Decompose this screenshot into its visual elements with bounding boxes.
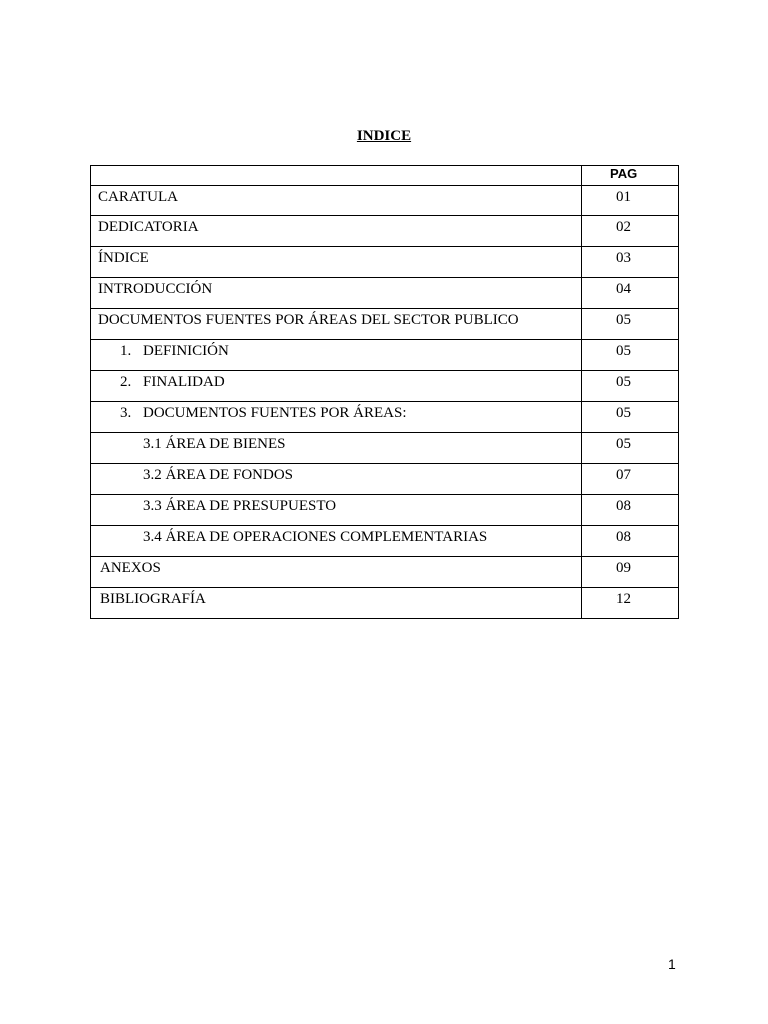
toc-row bbox=[91, 278, 679, 309]
toc-entry-number: 2. bbox=[120, 374, 132, 390]
toc-row bbox=[91, 526, 679, 557]
toc-row bbox=[91, 402, 679, 433]
toc-entry-page: 09 bbox=[582, 557, 679, 588]
toc-entry-page: 05 bbox=[582, 402, 679, 433]
toc-entry-label: DEDICATORIA bbox=[91, 216, 582, 247]
toc-entry-label: INTRODUCCIÓN bbox=[91, 278, 582, 309]
toc-entry-page: 01 bbox=[582, 186, 679, 216]
toc-row bbox=[91, 495, 679, 526]
toc-row bbox=[91, 433, 679, 464]
toc-entry-text: DOCUMENTOS FUENTES POR ÁREAS: bbox=[143, 405, 407, 421]
table-of-contents bbox=[90, 165, 679, 619]
toc-entry-page: 05 bbox=[582, 309, 679, 340]
toc-entry-label: 3.2 ÁREA DE FONDOS bbox=[91, 464, 582, 495]
toc-entry-page: 04 bbox=[582, 278, 679, 309]
toc-entry-label bbox=[91, 402, 582, 433]
toc-entry-number: 3. bbox=[120, 405, 132, 421]
toc-row bbox=[91, 216, 679, 247]
toc-entry-label: 3.1 ÁREA DE BIENES bbox=[91, 433, 582, 464]
toc-entry-label bbox=[91, 371, 582, 402]
toc-entry-page: 07 bbox=[582, 464, 679, 495]
page-number: 1 bbox=[668, 956, 676, 972]
toc-entry-label bbox=[91, 340, 582, 371]
toc-entry-page: 05 bbox=[582, 340, 679, 371]
toc-entry-label: ÍNDICE bbox=[91, 247, 582, 278]
toc-entry-page: 12 bbox=[582, 588, 679, 619]
toc-entry-page: 02 bbox=[582, 216, 679, 247]
toc-entry-label: 3.4 ÁREA DE OPERACIONES COMPLEMENTARIAS bbox=[91, 526, 582, 557]
toc-row bbox=[91, 247, 679, 278]
toc-entry-label: DOCUMENTOS FUENTES POR ÁREAS DEL SECTOR PUBLICO bbox=[91, 309, 582, 340]
toc-row bbox=[91, 371, 679, 402]
toc-row bbox=[91, 340, 679, 371]
toc-entry-label: ANEXOS bbox=[91, 557, 582, 588]
toc-row bbox=[91, 588, 679, 619]
toc-entry-page: 05 bbox=[582, 433, 679, 464]
toc-entry-label: BIBLIOGRAFÍA bbox=[91, 588, 582, 619]
toc-row bbox=[91, 464, 679, 495]
toc-entry-label: 3.3 ÁREA DE PRESUPUESTO bbox=[91, 495, 582, 526]
toc-row bbox=[91, 557, 679, 588]
toc-entry-page: 08 bbox=[582, 526, 679, 557]
toc-entry-label: CARATULA bbox=[91, 186, 582, 216]
toc-entry-number: 1. bbox=[120, 343, 132, 359]
toc-entry-page: 08 bbox=[582, 495, 679, 526]
toc-entry-page: 03 bbox=[582, 247, 679, 278]
page-column-header: PAG bbox=[582, 166, 679, 186]
toc-header-blank bbox=[91, 166, 582, 186]
toc-entry-page: 05 bbox=[582, 371, 679, 402]
toc-row bbox=[91, 309, 679, 340]
toc-row bbox=[91, 186, 679, 216]
toc-entry-text: DEFINICIÓN bbox=[143, 343, 229, 359]
toc-header-row bbox=[91, 166, 679, 186]
toc-entry-text: FINALIDAD bbox=[143, 374, 225, 390]
document-title: INDICE bbox=[356, 128, 412, 144]
